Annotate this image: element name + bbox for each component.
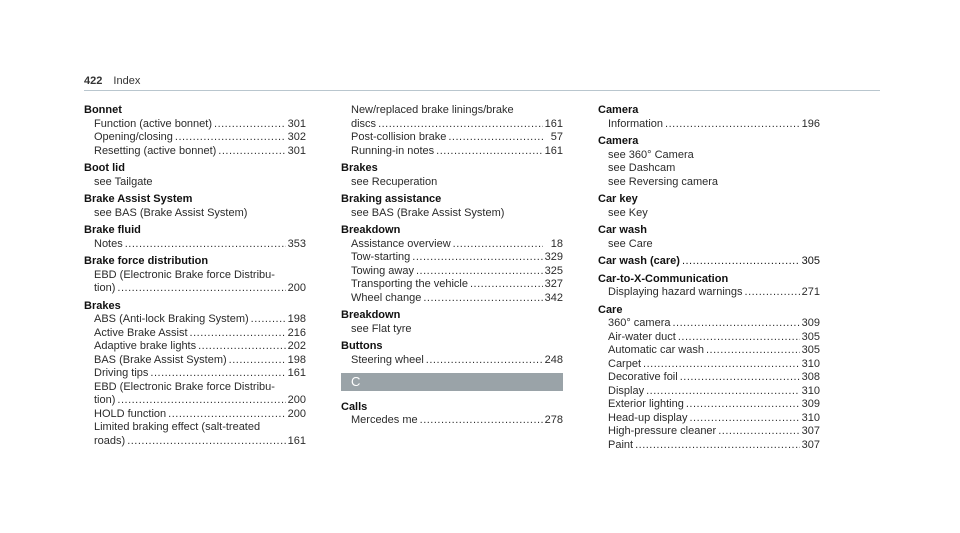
subentry-label: Head-up display [608,411,688,424]
page-ref[interactable]: 353 [287,237,306,250]
subentry[interactable]: see Key [608,206,648,219]
subentry [598,385,820,399]
subentry: EBD (Electronic Brake force Distribu- [94,268,275,281]
leader-dots [426,354,543,368]
subentry [84,435,306,449]
subentry-label: Towing away [351,264,414,277]
leader-dots [218,145,285,159]
page-ref[interactable]: 327 [544,278,563,290]
subentry-label: Carpet [608,357,642,370]
index-entry [598,224,820,251]
leader-dots [745,286,800,300]
subentry [598,358,820,372]
leader-dots [117,282,285,296]
page-ref[interactable]: 161 [287,367,306,379]
subentry [341,354,563,368]
subentry[interactable]: see BAS (Brake Assist System) [351,206,505,219]
subentry [341,292,563,306]
page-ref[interactable]: 325 [544,264,563,277]
header-rule [84,90,880,91]
page-ref[interactable]: 305 [801,255,820,267]
leader-dots [678,331,800,345]
subentry [341,251,563,265]
leader-dots [682,255,800,269]
page-ref[interactable]: 161 [544,117,563,130]
subentry-label: Resetting (active bonnet) [94,144,217,157]
leader-dots [378,118,543,132]
index-entry [84,193,306,220]
subentry[interactable]: see Care [608,237,653,250]
subentry [84,131,306,145]
entry-heading-text: Car wash (care) [598,255,680,267]
subentry [341,265,563,279]
page-ref[interactable]: 308 [801,371,820,383]
leader-dots [127,435,285,449]
leader-dots [646,385,800,399]
index-entry [341,340,563,367]
subentry-label: Opening/closing [94,131,173,143]
page-ref[interactable]: 305 [801,344,820,356]
subentry [598,425,820,439]
subentry: EBD (Electronic Brake force Distribu- [94,380,275,393]
subentry [341,118,563,132]
subentry [84,238,306,252]
page-ref[interactable]: 271 [801,286,820,298]
subentry [598,344,820,358]
entry-heading: Car key [598,193,638,205]
index-entry [598,135,820,189]
subentry-label: Function (active bonnet) [94,117,213,130]
subentry[interactable]: see Dashcam [608,162,676,174]
subentry [84,145,306,159]
entry-heading: Braking assistance [341,193,442,205]
subentry [341,278,563,292]
page-ref[interactable]: 216 [287,326,306,339]
subentry-label: Air-water duct [608,330,676,343]
index-entry [341,224,563,305]
subentry-label: Running-in notes [351,144,435,157]
index-entry [598,273,820,300]
subentry [84,313,306,327]
subentry-label: Wheel change [351,291,422,304]
index-entry [84,104,306,158]
subentry [84,327,306,341]
page-ref[interactable]: 161 [544,144,563,157]
subentry-label: Assistance overview [351,237,451,250]
subentry-label: Driving tips [94,367,149,379]
page-ref[interactable]: 198 [287,313,306,325]
leader-dots [470,278,543,292]
subentry: New/replaced brake linings/brake [351,104,514,116]
section-letter: C [341,373,563,391]
subentry-label: HOLD function [94,407,167,420]
subentry[interactable]: see BAS (Brake Assist System) [94,206,248,219]
subentry-label: 360° camera [608,317,671,329]
entry-heading: Car wash [598,224,647,236]
page-ref[interactable]: 342 [544,291,563,304]
subentry[interactable]: see Recuperation [351,175,438,188]
index-entry [84,300,306,449]
subentry [84,340,306,354]
subentry-label: Automatic car wash [608,344,704,356]
subentry [598,439,820,453]
subentry-label: roads) [94,434,126,447]
entry-heading: Buttons [341,340,383,352]
entry-heading: Brake force distribution [84,255,209,267]
subentry [598,371,820,385]
entry-heading: Calls [341,400,368,413]
subentry [598,118,820,132]
subentry[interactable]: see Tailgate [94,175,153,188]
subentry [341,414,563,428]
section-title: Index [113,75,141,87]
leader-dots [686,398,800,412]
page-ref[interactable]: 329 [544,251,563,263]
index-entry [598,104,820,131]
leader-dots [718,425,799,439]
page-ref[interactable]: 307 [801,438,820,451]
leader-dots [643,358,800,372]
page-ref[interactable]: 301 [287,144,306,157]
subentry-label: High-pressure cleaner [608,425,717,437]
page-ref[interactable]: 18 [550,237,563,250]
subentry [341,238,563,252]
subentry [84,367,306,381]
subentry [84,118,306,132]
subentry[interactable]: see Reversing camera [608,175,719,188]
page-ref[interactable]: 161 [287,434,306,447]
entry-heading: Brakes [84,299,121,312]
subentry-label: Tow-starting [351,251,411,263]
index-entry [341,162,563,189]
leader-dots [706,344,800,358]
entry-heading: Camera [598,135,639,147]
leader-dots [635,439,800,453]
leader-dots [412,251,542,265]
page-ref[interactable]: 310 [801,411,820,424]
subentry [84,408,306,422]
page-ref[interactable]: 310 [801,357,820,370]
index-entry [341,401,563,428]
subentry-label: Decorative foil [608,371,678,383]
leader-dots [214,118,286,132]
subentry-label: tion) [94,282,116,294]
index-entry [598,193,820,220]
index-entry [598,304,820,453]
leader-dots [251,313,286,327]
subentry-label: BAS (Brake Assist System) [94,353,227,366]
entry-heading: Breakdown [341,224,401,236]
index-entry [84,224,306,251]
index-entry [341,309,563,336]
subentry [598,286,820,300]
page-ref[interactable]: 198 [287,353,306,366]
subentry-label: Mercedes me [351,414,418,426]
entry-heading: Breakdown [341,309,401,321]
subentry-label: Displaying hazard warnings [608,286,743,298]
leader-dots [117,394,285,408]
index-column-1 [84,104,306,452]
leader-dots [125,238,286,252]
entry-heading: Camera [598,104,639,116]
index-column-3 [598,104,820,456]
page-ref[interactable]: 57 [550,131,563,143]
leader-dots [423,292,542,306]
page-ref[interactable]: 310 [801,384,820,397]
subentry [598,331,820,345]
leader-dots [673,317,800,331]
subentry [598,317,820,331]
leader-dots [665,118,800,132]
subentry[interactable]: see 360° Camera [608,148,694,161]
page-ref[interactable]: 200 [287,407,306,420]
leader-dots [420,414,543,428]
index-entry [341,104,563,158]
subentry-label: Exterior lighting [608,398,684,410]
leader-dots [229,354,286,368]
subentry [341,131,563,145]
page-ref[interactable]: 309 [801,398,820,410]
index-entry [84,255,306,296]
page-header [84,75,140,87]
page-ref[interactable]: 248 [544,353,563,366]
leader-dots [453,238,543,252]
page-ref[interactable]: 305 [801,330,820,343]
subentry-label: discs [351,117,377,130]
entry-heading [598,255,820,269]
subentry [84,394,306,408]
page-ref[interactable]: 196 [801,117,820,130]
page-number: 422 [84,75,103,87]
subentry-label: Paint [608,438,634,451]
index-entry [598,255,820,269]
leader-dots [150,367,285,381]
subentry-label: Steering wheel [351,353,424,366]
subentry [598,398,820,412]
subentry [341,145,563,159]
page-ref[interactable]: 278 [544,414,563,426]
subentry-label: Notes [94,237,123,250]
entry-heading: Brakes [341,162,378,174]
entry-heading: Boot lid [84,162,125,174]
subentry [598,412,820,426]
page-ref[interactable]: 200 [287,282,306,294]
leader-dots [168,408,285,422]
page-ref[interactable]: 301 [287,117,306,130]
leader-dots [198,340,286,354]
leader-dots [680,371,800,385]
index-column-2 [341,104,563,432]
leader-dots [436,145,542,159]
subentry-label: Display [608,384,645,397]
page-ref[interactable]: 200 [287,394,306,406]
subentry-label: Active Brake Assist [94,326,188,339]
index-entry [84,162,306,189]
leader-dots [416,265,543,279]
subentry: Limited braking effect (salt-treated [94,421,261,433]
entry-heading: Brake Assist System [84,193,193,205]
subentry-label: Information [608,117,664,130]
entry-heading: Car-to-X-Communication [598,272,729,285]
entry-heading: Care [598,303,623,316]
subentry-label: Post-collision brake [351,131,447,143]
page-ref[interactable]: 202 [287,340,306,352]
entry-heading: Bonnet [84,104,122,116]
subentry-label: tion) [94,394,116,406]
subentry-label: Transporting the vehicle [351,278,468,290]
subentry-label: ABS (Anti-lock Braking System) [94,313,249,325]
leader-dots [175,131,286,145]
subentry [84,354,306,368]
entry-heading: Brake fluid [84,224,141,236]
page-ref[interactable]: 302 [287,131,306,143]
leader-dots [190,327,286,341]
subentry [84,282,306,296]
leader-dots [690,412,800,426]
subentry[interactable]: see Flat tyre [351,322,412,335]
page-ref[interactable]: 309 [801,317,820,329]
index-entry [341,193,563,220]
page-ref[interactable]: 307 [801,425,820,437]
subentry-label: Adaptive brake lights [94,340,197,352]
leader-dots [448,131,543,145]
